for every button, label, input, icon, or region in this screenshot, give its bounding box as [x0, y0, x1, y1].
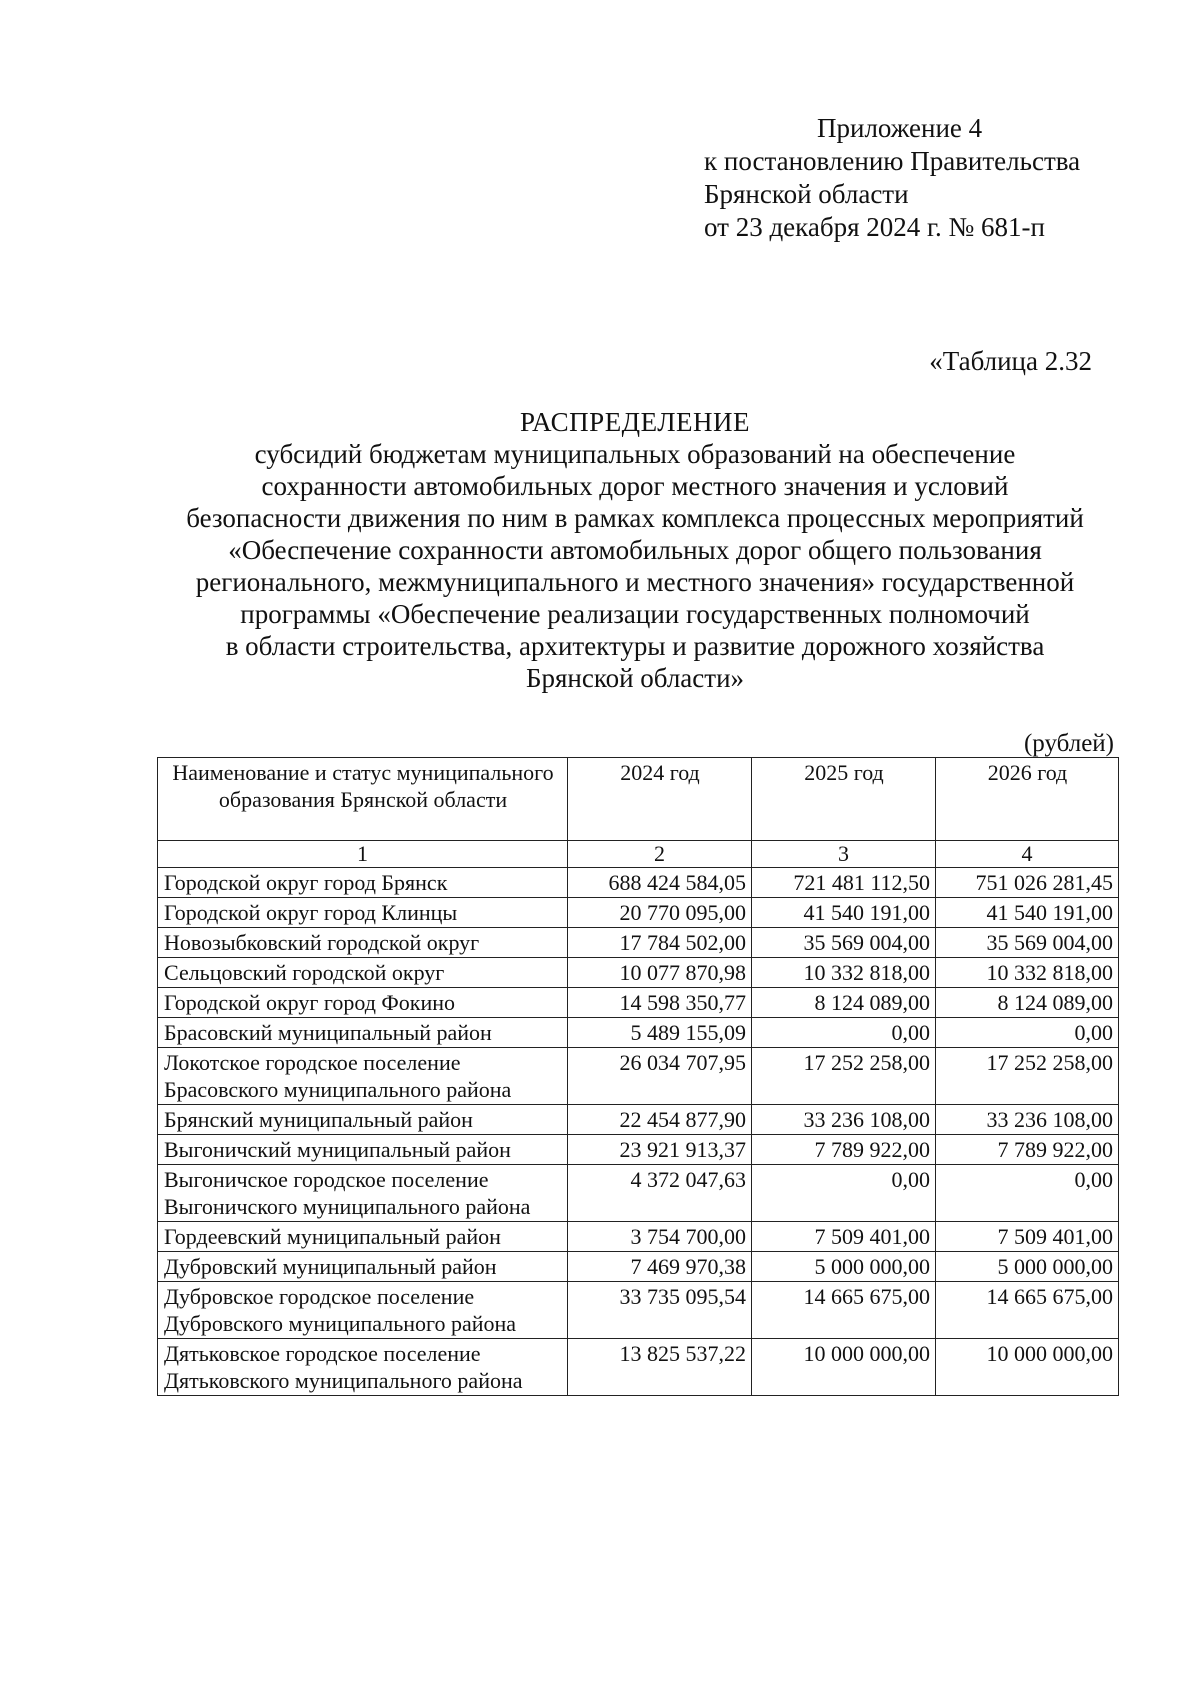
table-row: [158, 1048, 1119, 1105]
table-label: «Таблица 2.32: [929, 346, 1092, 376]
heading-line: субсидий бюджетам муниципальных образований на обеспечение: [254, 439, 1016, 469]
value-2025: 721 481 112,50: [752, 868, 936, 898]
value-2024: 26 034 707,95: [568, 1048, 752, 1105]
value-2025: 10 332 818,00: [752, 958, 936, 988]
municipality-name: Брянский муниципальный район: [158, 1105, 568, 1135]
value-2025: 7 789 922,00: [752, 1135, 936, 1165]
value-2025: 5 000 000,00: [752, 1252, 936, 1282]
table-row: [158, 1165, 1119, 1222]
value-2026: 0,00: [936, 1165, 1119, 1222]
municipality-name: Брасовский муниципальный район: [158, 1018, 568, 1048]
value-2025: 7 509 401,00: [752, 1222, 936, 1252]
heading-line: сохранности автомобильных дорог местного значения и условий: [261, 471, 1009, 501]
appendix-date: от 23 декабря 2024 г. № 681-п: [704, 212, 1045, 242]
table-row: [158, 1252, 1119, 1282]
column-number: 2: [568, 841, 752, 868]
value-2024: 14 598 350,77: [568, 988, 752, 1018]
municipality-name: Гордеевский муниципальный район: [158, 1222, 568, 1252]
value-2026: 7 509 401,00: [936, 1222, 1119, 1252]
value-2024: 10 077 870,98: [568, 958, 752, 988]
value-2026: 33 236 108,00: [936, 1105, 1119, 1135]
value-2025: 17 252 258,00: [752, 1048, 936, 1105]
value-2025: 41 540 191,00: [752, 898, 936, 928]
value-2024: 5 489 155,09: [568, 1018, 752, 1048]
value-2024: 13 825 537,22: [568, 1339, 752, 1396]
value-2025: 8 124 089,00: [752, 988, 936, 1018]
document-title: РАСПРЕДЕЛЕНИЕ: [519, 407, 751, 437]
header-2024: 2024 год: [568, 758, 752, 841]
municipality-name: Сельцовский городской округ: [158, 958, 568, 988]
header-row: [158, 758, 1119, 841]
municipality-name: Городской округ город Клинцы: [158, 898, 568, 928]
value-2026: 41 540 191,00: [936, 898, 1119, 928]
table-row: [158, 1222, 1119, 1252]
column-numbers-row: [158, 841, 1119, 868]
value-2024: 23 921 913,37: [568, 1135, 752, 1165]
heading-line: Брянской области»: [525, 663, 745, 693]
value-2025: 33 236 108,00: [752, 1105, 936, 1135]
table-row: [158, 958, 1119, 988]
municipality-name: Дятьковское городское поселение Дятьковского муниципального района: [158, 1339, 568, 1396]
value-2026: 7 789 922,00: [936, 1135, 1119, 1165]
value-2026: 35 569 004,00: [936, 928, 1119, 958]
heading-line: регионального, межмуниципального и местного значения» государственной: [195, 567, 1075, 597]
table-row: [158, 928, 1119, 958]
table-row: [158, 868, 1119, 898]
municipality-name: Локотское городское поселение Брасовского муниципального района: [158, 1048, 568, 1105]
value-2026: 10 000 000,00: [936, 1339, 1119, 1396]
value-2024: 22 454 877,90: [568, 1105, 752, 1135]
value-2025: 0,00: [752, 1018, 936, 1048]
value-2026: 8 124 089,00: [936, 988, 1119, 1018]
value-2025: 10 000 000,00: [752, 1339, 936, 1396]
municipality-name: Дубровское городское поселение Дубровского муниципального района: [158, 1282, 568, 1339]
appendix-resolution: к постановлению Правительства: [704, 146, 1081, 176]
municipality-name: Новозыбковский городской округ: [158, 928, 568, 958]
value-2026: 0,00: [936, 1018, 1119, 1048]
municipality-name: Дубровский муниципальный район: [158, 1252, 568, 1282]
table-row: [158, 1018, 1119, 1048]
table-row: [158, 1135, 1119, 1165]
appendix-number: Приложение 4: [817, 113, 983, 143]
heading-line: в области строительства, архитектуры и развитие дорожного хозяйства: [225, 631, 1045, 661]
value-2026: 14 665 675,00: [936, 1282, 1119, 1339]
heading-line: программы «Обеспечение реализации государственных полномочий: [240, 599, 1030, 629]
heading-line: безопасности движения по ним в рамках комплекса процессных мероприятий: [186, 503, 1084, 533]
table-row: [158, 1339, 1119, 1396]
heading-line: «Обеспечение сохранности автомобильных дорог общего пользования: [228, 535, 1042, 565]
column-number: 3: [752, 841, 936, 868]
distribution-table: [157, 757, 1119, 1396]
municipality-name: Городской округ город Брянск: [158, 868, 568, 898]
appendix-block: [704, 112, 1080, 244]
value-2026: 17 252 258,00: [936, 1048, 1119, 1105]
value-2024: 17 784 502,00: [568, 928, 752, 958]
table-row: [158, 898, 1119, 928]
header-2026: 2026 год: [936, 758, 1119, 841]
header-2025: 2025 год: [752, 758, 936, 841]
appendix-region: Брянской области: [704, 179, 909, 209]
document-heading: [100, 406, 1170, 694]
column-number: 4: [936, 841, 1119, 868]
value-2024: 7 469 970,38: [568, 1252, 752, 1282]
header-name: Наименование и статус муниципального образования Брянской области: [158, 758, 568, 841]
table-row: [158, 1282, 1119, 1339]
column-number: 1: [158, 841, 568, 868]
value-2024: 20 770 095,00: [568, 898, 752, 928]
municipality-name: Выгоничский муниципальный район: [158, 1135, 568, 1165]
value-2026: 751 026 281,45: [936, 868, 1119, 898]
value-2024: 33 735 095,54: [568, 1282, 752, 1339]
municipality-name: Городской округ город Фокино: [158, 988, 568, 1018]
value-2024: 4 372 047,63: [568, 1165, 752, 1222]
value-2025: 0,00: [752, 1165, 936, 1222]
value-2026: 5 000 000,00: [936, 1252, 1119, 1282]
value-2026: 10 332 818,00: [936, 958, 1119, 988]
unit-label: (рублей): [1023, 730, 1114, 757]
table-row: [158, 988, 1119, 1018]
value-2025: 14 665 675,00: [752, 1282, 936, 1339]
table-row: [158, 1105, 1119, 1135]
value-2024: 688 424 584,05: [568, 868, 752, 898]
value-2025: 35 569 004,00: [752, 928, 936, 958]
municipality-name: Выгоничское городское поселение Выгоничского муниципального района: [158, 1165, 568, 1222]
value-2024: 3 754 700,00: [568, 1222, 752, 1252]
